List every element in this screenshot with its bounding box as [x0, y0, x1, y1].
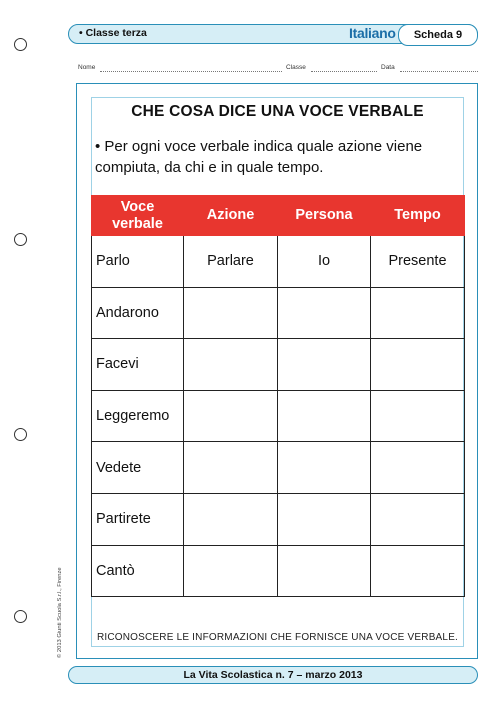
header-bar: [68, 24, 478, 44]
classe-field[interactable]: [311, 71, 377, 72]
binder-hole-1: [14, 38, 27, 51]
table-row: [92, 339, 465, 391]
persona-cell[interactable]: [278, 493, 371, 545]
data-field[interactable]: [400, 71, 478, 72]
tempo-cell[interactable]: [371, 339, 465, 391]
azione-cell[interactable]: [184, 493, 278, 545]
student-fields: [78, 64, 478, 76]
verb-cell: Andarono: [92, 287, 184, 339]
header-persona: Persona: [278, 196, 371, 236]
verb-cell: Vedete: [92, 442, 184, 494]
table-row: [92, 287, 465, 339]
table-header-row: [92, 196, 465, 236]
subject-label: Italiano: [349, 25, 396, 41]
persona-cell[interactable]: [278, 390, 371, 442]
scheda-badge: Scheda 9: [398, 24, 478, 46]
nome-label: Nome: [78, 64, 96, 71]
header-azione: Azione: [184, 196, 278, 236]
azione-cell[interactable]: [184, 339, 278, 391]
grade-label: • Classe terza: [79, 27, 147, 39]
table-row: [92, 442, 465, 494]
verb-cell: Parlo: [92, 236, 184, 288]
data-label: Data: [381, 64, 395, 71]
exercise-title: CHE COSA DICE UNA VOCE VERBALE: [131, 103, 424, 120]
classe-label: Classe: [286, 64, 306, 71]
exercise-instruction: • Per ogni voce verbale indica quale azione viene compiuta, da chi e in quale tempo.: [95, 138, 423, 176]
azione-cell[interactable]: [184, 390, 278, 442]
header-tempo: Tempo: [371, 196, 465, 236]
persona-cell[interactable]: [278, 545, 371, 597]
verb-table: [91, 195, 465, 597]
tempo-cell[interactable]: [371, 287, 465, 339]
footer-bar: La Vita Scolastica n. 7 – marzo 2013: [68, 666, 478, 684]
azione-cell[interactable]: [184, 287, 278, 339]
tempo-cell[interactable]: [371, 442, 465, 494]
persona-cell: Io: [278, 236, 371, 288]
persona-cell[interactable]: [278, 287, 371, 339]
skill-caption: RICONOSCERE LE INFORMAZIONI CHE FORNISCE UNA VOCE VERBALE.: [96, 632, 459, 643]
binder-hole-2: [14, 233, 27, 246]
persona-cell[interactable]: [278, 442, 371, 494]
verb-cell: Facevi: [92, 339, 184, 391]
table-row: [92, 236, 465, 288]
verb-cell: Leggeremo: [92, 390, 184, 442]
azione-cell[interactable]: [184, 442, 278, 494]
nome-field[interactable]: [100, 71, 282, 72]
binder-hole-3: [14, 428, 27, 441]
tempo-cell: Presente: [371, 236, 465, 288]
copyright-notice: © 2013 Giunti Scuola S.r.l., Firenze: [57, 567, 63, 658]
verb-cell: Cantò: [92, 545, 184, 597]
tempo-cell[interactable]: [371, 545, 465, 597]
header-voce-verbale: Voce verbale: [92, 196, 184, 236]
table-row: [92, 493, 465, 545]
tempo-cell[interactable]: [371, 493, 465, 545]
persona-cell[interactable]: [278, 339, 371, 391]
verb-cell: Partirete: [92, 493, 184, 545]
azione-cell[interactable]: [184, 545, 278, 597]
azione-cell: Parlare: [184, 236, 278, 288]
table-row: [92, 390, 465, 442]
tempo-cell[interactable]: [371, 390, 465, 442]
binder-hole-4: [14, 610, 27, 623]
table-row: [92, 545, 465, 597]
